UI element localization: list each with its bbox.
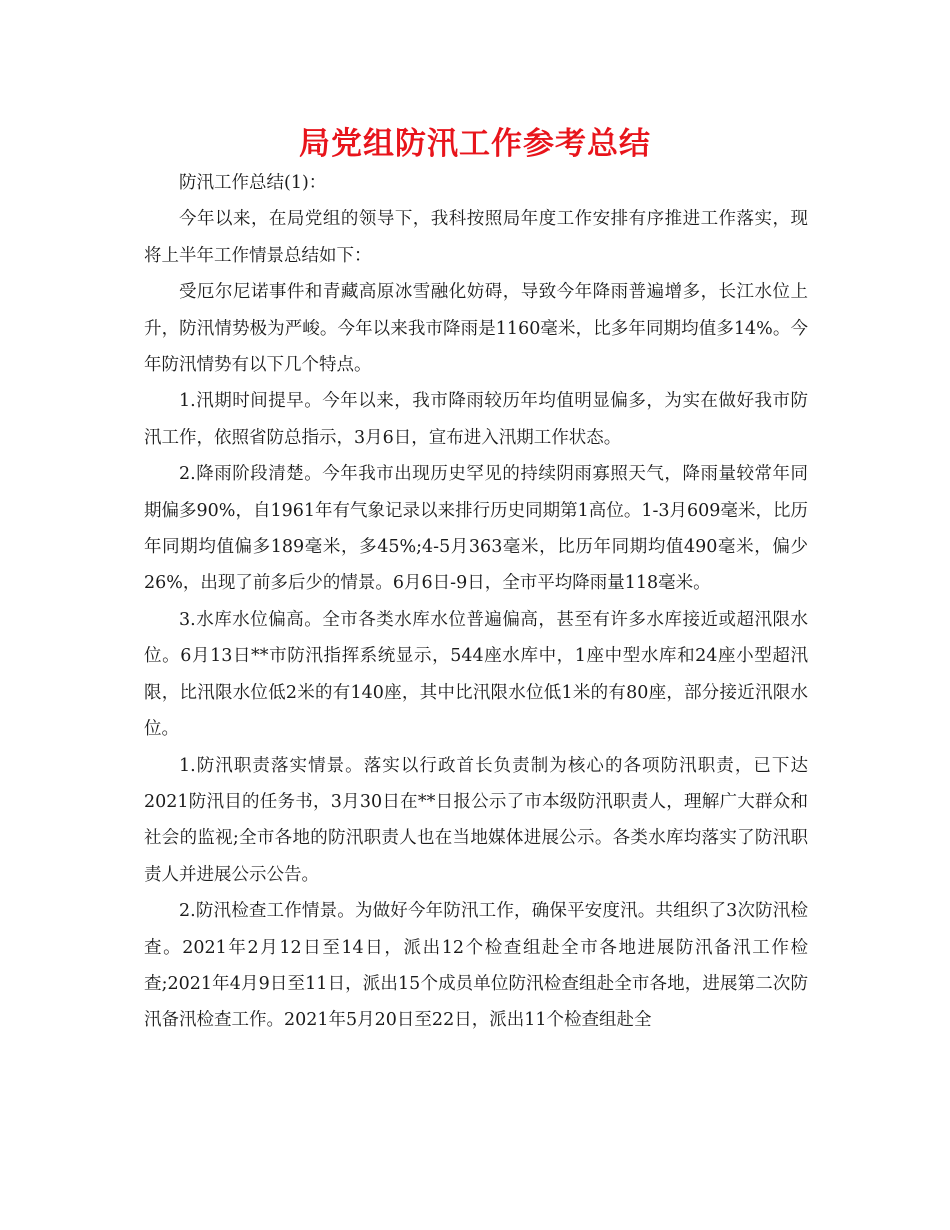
paragraph: 2.降雨阶段清楚。今年我市出现历史罕见的持续阴雨寡照天气，降雨量较常年同期偏多90%，自1961年有气象记录以来排行历史同期第1高位。1-3月609毫米，比历年同期均值偏多189毫米，多45%;4-5月363毫米，比历年同期均值490毫米，偏少26%，出现了前多后少的情景。6月6日-9日，全市平均降雨量118毫米。 — [144, 464, 808, 594]
paragraph: 今年以来，在局党组的领导下，我科按照局年度工作安排有序推进工作落实，现将上半年工作情景总结如下： — [144, 209, 808, 266]
paragraph: 2.防汛检查工作情景。为做好今年防汛工作，确保平安度汛。共组织了3次防汛检查。2021年2月12日至14日，派出12个检查组赴全市各地进展防汛备汛工作检查;2021年4月9日至11日，派出15个成员单位防汛检查组赴全市各地，进展第二次防汛备汛检查工作。2021年5月20日至22日，派出11个检查组赴全 — [144, 901, 808, 1031]
paragraph: 3.水库水位偏高。全市各类水库水位普遍偏高，甚至有许多水库接近或超汛限水位。6月13日**市防汛指挥系统显示，544座水库中，1座中型水库和24座小型超汛限，比汛限水位低2米的有140座，其中比汛限水位低1米的有80座，部分接近汛限水位。 — [144, 609, 808, 740]
paragraph: 1.防汛职责落实情景。落实以行政首长负责制为核心的各项防汛职责，已下达2021防汛目的任务书，3月30日在**日报公示了市本级防汛职责人，理解广大群众和社会的监视;全市各地的防汛职责人也在当地媒体进展公示。各类水库均落实了防汛职责人并进展公示公告。 — [144, 755, 808, 885]
document-title: 局党组防汛工作参考总结 — [299, 126, 651, 162]
section-heading: 防汛工作总结(1)： — [179, 173, 327, 193]
paragraph: 受厄尔尼诺事件和青藏高原冰雪融化妨碍，导致今年降雨普遍增多，长江水位上升，防汛情势极为严峻。今年以来我市降雨是1160毫米，比多年同期均值多14%。今年防汛情势有以下几个特点。 — [144, 282, 808, 376]
document-body — [144, 165, 808, 1039]
paragraph: 1.汛期时间提早。今年以来，我市降雨较历年均值明显偏多，为实在做好我市防汛工作，依照省防总指示，3月6日，宣布进入汛期工作状态。 — [144, 391, 808, 448]
